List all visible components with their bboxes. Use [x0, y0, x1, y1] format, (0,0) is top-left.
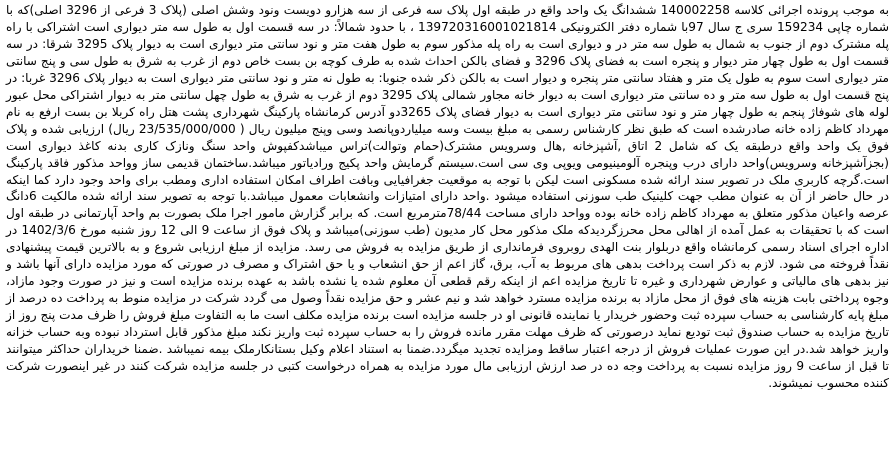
notice-body-text: به موجب پرونده اجرائی کلاسه 140002258 ششدانگ یک واحد واقع در طبقه اول پلاک سه فرعی از سه هزارو دویست ونود وشش اصلی (پلاک 3 فرعی از 3296 اصلی)که با شماره چاپی 159234 سری ج سال 97با شماره دفتر الکترونیکی 139720316001021814 ، با حدود شمالاً: در سه قسمت اول به طول سه متر دیواری است اشتراکی با راه پله مشترک دوم از جنوب به شمال به طول سه متر در و دیواری است به راه پله مذکور سوم به طول هفت متر و نود سانتی متر دیواری است به دیوار پلاک 3295 شرقا: در سه قسمت اول به طول چهار متر دیوار و پنجره است به فضای پلاک 3296 و فضای بالکن احداث شده به طرف کوچه بن بست خاص دوم از غرب به شرق به طول سی و پنج سانتی متر دیواری است سوم به طول یک متر و هفتاد سانتی متر پنجره و دیوار است به بالکن ذکر شده جنوبا: به طول نه متر و نود سانتی متر دیواری است به دیوار پلاک 3296 غربا: در پنج قسمت اول به طول سه متر و ده سانتی متر دیواری است به دیوار خانه مجاور شمالی پلاک 3295 دوم از غرب به شرق به طول چهل سانتی متر به دیوار اشتراکی محل عبور لوله های شوفاژ پنجم به طول چهار متر و نود سانتی متر دیواری است به دیوار فضای پلاک 3265دو آدرس کرمانشاه پارکینگ شهرداری پشت هتل راه کربلا بن بست ارفع به نام مهرداد کاظم زاده خانه صادرشده است که طبق نظر کارشناس رسمی به مبلغ بیست وسه میلیاردوپانصد وسی وپنج میلیون ریال ( 23/535/000/000 ریال) ارزیابی شده و پلاک فوق یک واحد واقع درطبقه یک که شامل 2 اتاق ,آشپزخانه ,هال وسرویس مشترک(حمام وتوالت)تراس میباشدکفپوش واحد سنگ ونازک کاری بدنه کاغذ دیواری است (بجزآشپزخانه وسرویس)واحد دارای درب وپنجره آلومینیومی ویوپی وی سی است.سیستم گرمایش واحد پکیج ورادیاتور میباشد.ساختمان قدیمی ساز وواحد مذکور فاقد پارکینگ است.گرچه کاربری ملک در تصویر سند ارائه شده مسکونی است لیکن با توجه به موقعیت جغرافیایی وبافت اطراف امکان استفاده اداری ومطب برای واحد وجود دارد کما اینکه در حال حاضر از آن به عنوان مطب جهت کلینیک طب سوزنی استفاده میشود .واحد دارای امتیازات وانشعابات معمول میباشد.با توجه به تصویر سند ارائه شده مالکیت 6دانگ عرصه واعیان مذکور متعلق به مهرداد کاظم زاده خانه بوده وواحد دارای مساحت 78/44مترمربع است. که برابر گزارش مامور اجرا ملک بصورت بم واحد آپارتمانی در طبقه اول است که با تحقیقات به عمل آمده از اهالی محل محرزگردیدکه ملک مذکور محل کار مدیون (طب سوزنی)میباشد و پلاک فوق از ساعت 9 الی 12 روز شنبه مورخ 1402/3/6 در اداره اجرای اسناد رسمی کرمانشاه واقع دربلوار بنت الهدی روبروی فرمانداری از طریق مزایده به فروش می رسد. مزایده از مبلغ ارزیابی شروع و به بالاترین قیمت پیشنهادی نقداً فروخته می شود. لازم به ذکر است پرداخت بدهی های مربوط به آب، برق، گاز اعم از حق انشعاب و یا حق اشتراک و مصرف در صورتی که مورد مزایده دارای آنها باشد و نیز بدهی های مالیاتی و عوارض شهرداری و غیره تا تاریخ مزایده اعم از اینکه رقم قطعی آن معلوم شده یا نشده باشد به عهده برنده مزایده است و نیز در صورت وجود مازاد، وجوه پرداختی بابت هزینه های فوق از محل مازاد به برنده مزایده مسترد خواهد شد و نیم عشر و حق مزایده نقداً وصول می گردد شرکت در مزایده منوط به پرداخت ده درصد از مبلغ پایه کارشناسی به حساب سپرده ثبت وحضور خریدار یا نماینده قانونی او در جلسه مزایده است برنده مزایده مکلف است ما به التفاوت مبلغ فروش را ظرف مدت پنج روز از تاریخ مزایده به حساب صندوق ثبت تودیع نماید درصورتی که ظرف مهلت مقرر مانده فروش را به حساب سپرده ثبت واریز نکند مبلغ مذکور قابل استرداد نبوده وبه حساب خزانه واریز خواهد شد.در این صورت عملیات فروش از درجه اعتبار ساقط ومزایده تجدید میگردد.ضمنا به استناد اعلام وکیل بستانکارملک بیمه نمیباشد .ضمنا خریداران حداکثر میتوانند تا قبل از ساعت 9 روز مزایده نسبت به پرداخت وجه ده در صد ارزش ارزیابی مال مورد مزایده به همراه درخواست کتبی در جلسه مزایده شرکت کنند در غیر اینصورت شرکت کننده محسوب نمیشوند.	[6, 3, 890, 390]
